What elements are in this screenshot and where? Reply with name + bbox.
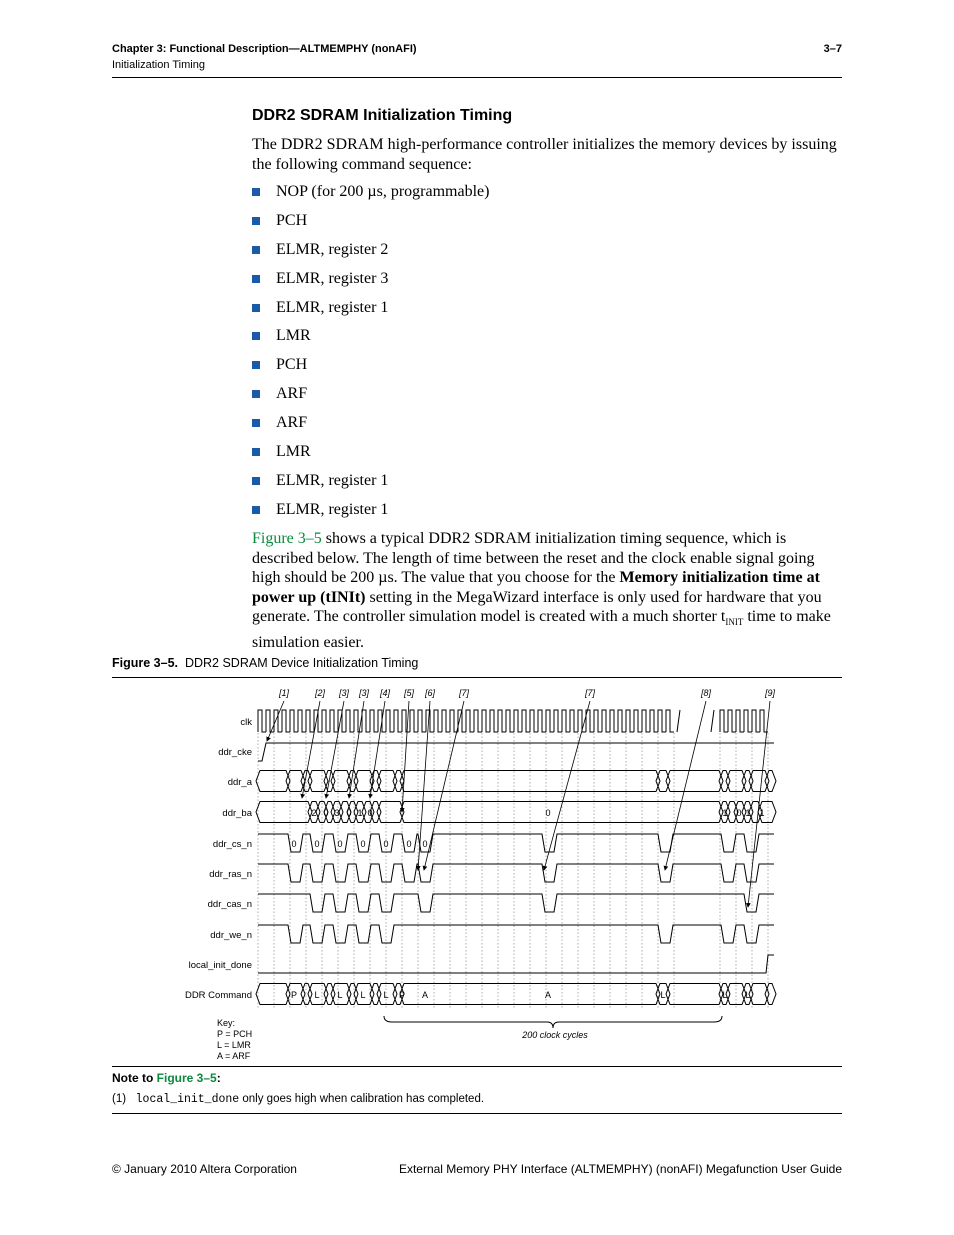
- cycles-brace: [384, 1016, 722, 1028]
- figure-caption: [112, 656, 418, 670]
- cs-value: 0: [291, 839, 297, 849]
- ddr-a-bus-segment: [308, 771, 328, 792]
- signal-label: ddr_cke: [218, 747, 252, 758]
- ddr-command-bus-segment: [749, 984, 769, 1005]
- command-value: L: [745, 990, 751, 1000]
- command-value: L: [360, 990, 366, 1000]
- ddr-a-bus-segment: [354, 771, 374, 792]
- figure-title: DDR2 SDRAM Device Initialization Timing: [184, 656, 419, 670]
- command-value: A: [421, 990, 429, 1000]
- command-value: L: [722, 990, 728, 1000]
- command-item: ARF: [252, 384, 489, 413]
- ddr-a-bus-segment: [400, 771, 660, 792]
- signal-label: ddr_cas_n: [207, 899, 252, 910]
- note-figure-link[interactable]: Figure 3–5: [156, 1071, 217, 1085]
- cs-value: 0: [360, 839, 366, 849]
- brace-label: 200 clock cycles: [522, 1030, 588, 1040]
- command-value: P: [290, 990, 298, 1000]
- ddr-cas-n-waveform: [258, 894, 774, 912]
- note-suffix: :: [216, 1071, 221, 1085]
- paragraph-text-1: shows a typical DDR2 SDRAM initialization timing sequence, which is described below. The length of time between the reset and the clock enable signal going high should be 200 µs. The value that you choose for the: [252, 530, 815, 586]
- marker-label: [1]: [278, 688, 290, 698]
- ddr-a-bus-segment: [377, 771, 397, 792]
- ddr-command-bus-segment: [256, 984, 290, 1005]
- local-init-done-waveform: [258, 955, 774, 973]
- signal-label: local_init_done: [188, 960, 252, 971]
- marker-label: [3]: [338, 688, 350, 698]
- ba-value: 1: [745, 808, 751, 818]
- command-value: L: [383, 990, 389, 1000]
- ddr-ras-n-waveform: [258, 864, 774, 882]
- command-item: PCH: [252, 211, 489, 240]
- command-item: LMR: [252, 326, 489, 355]
- marker-label: [6]: [424, 688, 436, 698]
- ddr-a-bus-segment: [331, 771, 351, 792]
- note-text: only goes high when calibration has completed.: [239, 1093, 485, 1105]
- page-number: 3–7: [823, 43, 842, 55]
- timing-diagram: [112, 680, 842, 1060]
- note-number: (1): [112, 1093, 127, 1105]
- command-value: A: [544, 990, 552, 1000]
- figure-top-rule: [112, 677, 842, 678]
- figure-link[interactable]: Figure 3–5: [252, 530, 322, 547]
- signal-label: ddr_ras_n: [209, 869, 252, 880]
- figure-label: Figure 3–5.: [112, 656, 178, 670]
- command-item: ELMR, register 3: [252, 269, 489, 298]
- note-title: [112, 1071, 221, 1085]
- ba-value: 0: [367, 808, 373, 818]
- ddr-a-bus-segment: [256, 771, 290, 792]
- marker-arrow: [544, 701, 590, 870]
- ba-value: 1: [759, 808, 765, 818]
- section-title: DDR2 SDRAM Initialization Timing: [252, 107, 513, 124]
- ba-value: 0: [545, 808, 551, 818]
- ba-value: 0: [323, 808, 329, 818]
- marker-label: [3]: [358, 688, 370, 698]
- command-value: P: [398, 990, 406, 1000]
- signal-label: ddr_a: [227, 777, 252, 788]
- footer-copyright: © January 2010 Altera Corporation: [112, 1162, 297, 1176]
- key-line: A = ARF: [217, 1051, 251, 1060]
- command-item: PCH: [252, 355, 489, 384]
- command-value: L: [337, 990, 343, 1000]
- key-line: P = PCH: [217, 1029, 253, 1039]
- ba-value: 2: [311, 808, 317, 818]
- command-item: ELMR, register 2: [252, 240, 489, 269]
- marker-label: [8]: [700, 688, 712, 698]
- ba-value: 3: [334, 808, 340, 818]
- ba-value: 0: [346, 808, 352, 818]
- ddr-a-bus-segment: [749, 771, 769, 792]
- key-line: L = LMR: [217, 1040, 251, 1050]
- ddr-we-n-waveform: [258, 925, 774, 943]
- figure-description-paragraph: [252, 529, 842, 652]
- command-value: L: [660, 990, 666, 1000]
- ddr-ba-bus-segment: [256, 802, 312, 823]
- ddr-command-bus-segment: [726, 984, 746, 1005]
- paragraph-subscript: INIT: [725, 617, 744, 628]
- command-item: LMR: [252, 442, 489, 471]
- key-line: Key:: [217, 1018, 236, 1028]
- clk-break-mark: [677, 710, 680, 732]
- marker-label: [7]: [458, 688, 470, 698]
- cs-value: 0: [383, 839, 389, 849]
- marker-label: [7]: [584, 688, 596, 698]
- note-1: [112, 1093, 484, 1106]
- marker-label: [4]: [379, 688, 391, 698]
- marker-arrow: [665, 701, 706, 870]
- ba-value: 1: [357, 808, 363, 818]
- ddr-a-bus-segment: [656, 771, 670, 792]
- note-prefix: Note to: [112, 1071, 157, 1085]
- figure-bottom-rule: [112, 1066, 842, 1067]
- cs-value: 0: [406, 839, 412, 849]
- ddr-a-bus-segment: [286, 771, 305, 792]
- clk-break-mark: [711, 710, 714, 732]
- paragraph-text-3: time to make simulation easier.: [252, 608, 831, 651]
- note-bottom-rule: [112, 1113, 842, 1114]
- ddr-cs-n-waveform: [258, 834, 774, 852]
- marker-label: [9]: [764, 688, 776, 698]
- command-item: ELMR, register 1: [252, 471, 489, 500]
- marker-arrow: [349, 701, 364, 798]
- command-value: L: [314, 990, 320, 1000]
- intro-paragraph: The DDR2 SDRAM high-performance controller initializes the memory devices by issuing the following command sequence:: [252, 136, 837, 173]
- header-section: Initialization Timing: [112, 59, 205, 71]
- signal-label: clk: [240, 717, 252, 728]
- ddr-command-bus-segment: [400, 984, 660, 1005]
- command-item: ELMR, register 1: [252, 298, 489, 327]
- signal-label: DDR Command: [184, 990, 252, 1001]
- marker-arrow: [326, 701, 344, 798]
- cs-value: 0: [314, 839, 320, 849]
- paragraph-bold-setting: Memory initialization time at power up (tINIt): [252, 569, 820, 606]
- command-item: ELMR, register 1: [252, 500, 489, 529]
- signal-label: ddr_cs_n: [212, 839, 252, 850]
- command-item: NOP (for 200 µs, programmable): [252, 182, 489, 211]
- note-code: local_init_done: [135, 1093, 240, 1106]
- ddr-a-bus-segment: [726, 771, 746, 792]
- signal-label: ddr_ba: [222, 808, 252, 819]
- ba-value: 0: [736, 808, 742, 818]
- signal-label: ddr_we_n: [210, 930, 252, 941]
- ddr-command-bus-segment: [666, 984, 723, 1005]
- command-list: [252, 182, 489, 529]
- ddr-a-bus-segment: [666, 771, 723, 792]
- cs-value: 0: [337, 839, 343, 849]
- waveforms: [256, 710, 776, 1028]
- ba-value: 1: [722, 808, 728, 818]
- header-chapter: Chapter 3: Functional Description—ALTMEMPHY (nonAFI): [112, 43, 417, 55]
- marker-label: [5]: [403, 688, 415, 698]
- marker-label: [2]: [314, 688, 326, 698]
- clk-waveform: [258, 710, 768, 732]
- header-rule: [112, 77, 842, 78]
- command-item: ARF: [252, 413, 489, 442]
- paragraph-text-2: setting in the MegaWizard interface is only used for hardware that you generate. The controller simulation model is created with a much shorter t: [252, 588, 822, 625]
- cs-value: 0: [422, 839, 428, 849]
- footer-title: External Memory PHY Interface (ALTMEMPHY) (nonAFI) Megafunction User Guide: [398, 1162, 842, 1176]
